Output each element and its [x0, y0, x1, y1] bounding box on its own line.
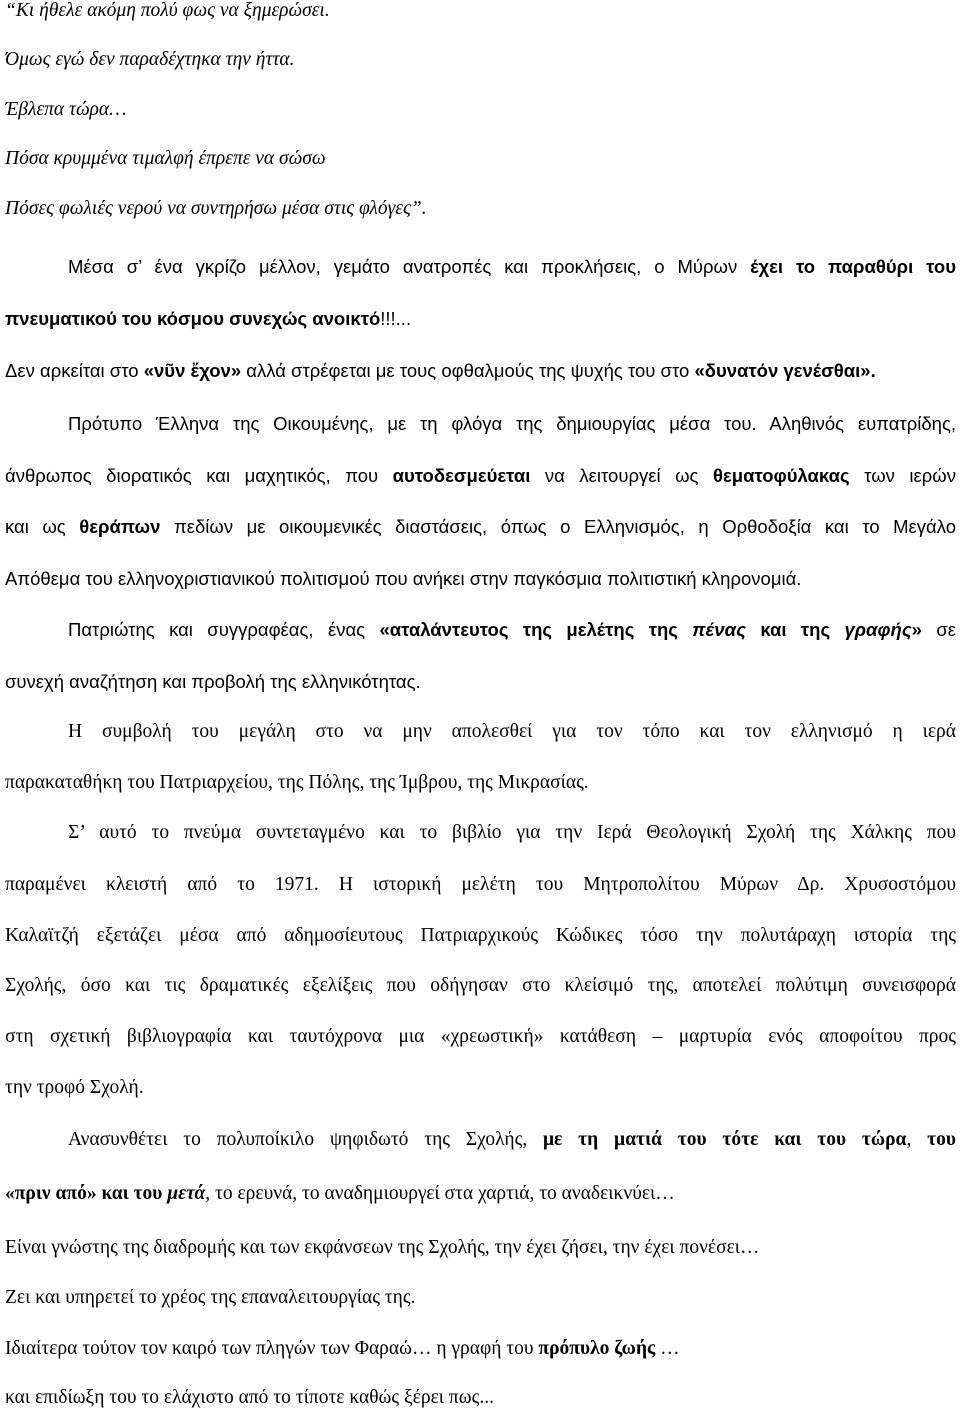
- paragraph-1-line-3: [5, 356, 956, 386]
- paragraph-6-line-1: [5, 1125, 956, 1155]
- text: άνθρωπος διορατικός και μαχητικός, που: [5, 465, 393, 486]
- paragraph-5-line-6: [5, 1073, 956, 1103]
- paragraph-9: [5, 1334, 956, 1364]
- poem-text: Πόσα κρυμμένα τιμαλφή έπρεπε να σώσω: [5, 148, 326, 169]
- text: Αληθινός ευπατρίδης,: [756, 413, 956, 434]
- bold-text: του: [927, 1129, 957, 1150]
- text: Η συμβολή του μεγάλη στο να μην απολεσθεί για τον τόπο και τον ελληνισμό η ιερά: [68, 721, 956, 742]
- bold-text: πρόπυλο ζωής: [538, 1338, 656, 1359]
- text: , το ερευνά, το αναδημιουργεί στα χαρτιά, το αναδεικνύει…: [205, 1183, 675, 1204]
- paragraph-3-line-1: [5, 615, 956, 645]
- bold-text: θεράπων: [79, 516, 161, 537]
- text: Πρότυπο Έλληνα της Οικουμένης, με τη φλόγα της δημιουργίας μέσα του.: [68, 413, 757, 434]
- bold-text: έχει το παραθύρι του: [750, 256, 956, 277]
- bold-italic-text: γραφής: [844, 619, 912, 640]
- text: να λειτουργεί ως: [530, 465, 713, 486]
- poem-line-5: [5, 194, 956, 224]
- text: Σ’ αυτό το πνεύμα συντεταγμένο και το βιβλίο για την Ιερά Θεολογική Σχολή της Χάλκης που: [68, 822, 956, 843]
- text: ,: [906, 1129, 928, 1150]
- text: Δεν αρκείται στο: [5, 360, 144, 381]
- paragraph-2-line-3: [5, 512, 956, 542]
- poem-text: Έβλεπα τώρα…: [5, 99, 127, 120]
- poem-line-3: [5, 95, 956, 125]
- text: συνεχή αναζήτηση και προβολή της ελληνικότητας.: [5, 671, 421, 692]
- bold-text: αυτοδεσμεύεται: [392, 465, 531, 486]
- paragraph-5-line-4: [5, 971, 956, 1001]
- paragraph-2-line-2: [5, 461, 956, 491]
- paragraph-1-line-1: [5, 252, 956, 282]
- bold-text: »: [911, 619, 922, 640]
- text: …: [655, 1338, 680, 1359]
- text: παρακαταθήκη του Πατριαρχείου, της Πόλης, της Ίμβρου, της Μικρασίας.: [5, 772, 589, 793]
- text: Σχολής, όσο και τις δραματικές εξελίξεις που οδήγησαν στο κλείσιμό της, αποτελεί πολύτιμη συνεισφορά: [5, 975, 956, 996]
- poem-line-1: [5, 0, 956, 26]
- bold-italic-text: μετά: [167, 1183, 206, 1204]
- bold-text: και της: [745, 619, 845, 640]
- bold-text: «πριν από» και του: [5, 1183, 168, 1204]
- paragraph-5-line-5: [5, 1022, 956, 1052]
- paragraph-5-line-2: [5, 870, 956, 900]
- bold-text: «νῦν ἔχον»: [143, 360, 242, 381]
- paragraph-1-line-2: [5, 304, 956, 334]
- text: πεδίων με οικουμενικές διαστάσεις, όπως ο Ελληνισμός, η Ορθοδοξία και το Μεγάλο: [160, 516, 956, 537]
- paragraph-4-line-1: [5, 717, 956, 747]
- text: Ιδιαίτερα τούτον τον καιρό των πληγών των Φαραώ… η γραφή του: [5, 1338, 539, 1359]
- paragraph-7: [5, 1233, 956, 1263]
- paragraph-5-line-1: [5, 818, 956, 848]
- paragraph-5-line-3: [5, 921, 956, 951]
- bold-text: «αταλάντευτος της μελέτης της: [379, 619, 693, 640]
- bold-text: .: [870, 360, 876, 381]
- text: Καλαϊτζή εξετάζει μέσα από αδημοσίευτους Πατριαρχικούς Κώδικες τόσο την πολυτάραχη ιστορία της: [5, 925, 956, 946]
- text: των ιερών: [849, 465, 956, 486]
- text: στη σχετική βιβλιογραφία και ταυτόχρονα μια «χρεωστική» κατάθεση – μαρτυρία ενός αποφοίτου προς: [5, 1026, 956, 1047]
- text: Είναι γνώστης της διαδρομής και των εκφάνσεων της Σχολής, την έχει ζήσει, την έχει πονέσει…: [5, 1237, 760, 1258]
- text: Μέσα σ’ ένα γκρίζο μέλλον, γεμάτο ανατροπές και προκλήσεις, ο Μύρων: [68, 256, 751, 277]
- paragraph-6-line-2: [5, 1179, 956, 1209]
- text: Απόθεμα του ελληνοχριστιανικού πολιτισμού που ανήκει στην παγκόσμια πολιτιστική κληρονομιά.: [5, 568, 802, 589]
- text: την τροφό Σχολή.: [5, 1077, 144, 1098]
- poem-line-4: [5, 144, 956, 174]
- text: Ανασυνθέτει το πολυποίκιλο ψηφιδωτό της Σχολής,: [68, 1129, 543, 1150]
- paragraph-2-line-4: [5, 564, 956, 594]
- poem-text: Πόσες φωλιές νερού να συντηρήσω μέσα στις φλόγες”.: [5, 198, 427, 219]
- text: παραμένει κλειστή από το 1971. Η ιστορική μελέτη του Μητροπολίτου Μύρων Δρ. Χρυσοστόμου: [5, 874, 956, 895]
- bold-italic-text: πένας: [692, 619, 746, 640]
- bold-text: «δυνατόν γενέσθαι»: [694, 360, 871, 381]
- text: σε: [921, 619, 956, 640]
- paragraph-4-line-2: [5, 768, 956, 798]
- poem-text: Όμως εγώ δεν παραδέχτηκα την ήττα.: [5, 49, 295, 70]
- paragraph-2-line-1: [5, 409, 956, 439]
- text: !!!...: [380, 308, 412, 329]
- poem-line-2: [5, 45, 956, 75]
- bold-text: πνευματικού του κόσμου συνεχώς ανοικτό: [5, 308, 381, 329]
- bold-text: θεματοφύλακας: [712, 465, 850, 486]
- poem-text: “Κι ήθελε ακόμη πολύ φως να ξημερώσει.: [5, 0, 330, 21]
- paragraph-8: [5, 1283, 956, 1313]
- bold-text: με τη ματιά του τότε και του τώρα: [543, 1129, 907, 1150]
- text: και επιδίωξη του το ελάχιστο από το τίποτε καθώς ξέρει πως...: [5, 1387, 494, 1408]
- text: αλλά στρέφεται με τους οφθαλμούς της ψυχής του στο: [241, 360, 695, 381]
- paragraph-10: [5, 1383, 956, 1413]
- text: Ζει και υπηρετεί το χρέος της επαναλειτουργίας της.: [5, 1287, 416, 1308]
- text: Πατριώτης και συγγραφέας, ένας: [68, 619, 380, 640]
- paragraph-3-line-2: [5, 667, 956, 697]
- text: και ως: [5, 516, 80, 537]
